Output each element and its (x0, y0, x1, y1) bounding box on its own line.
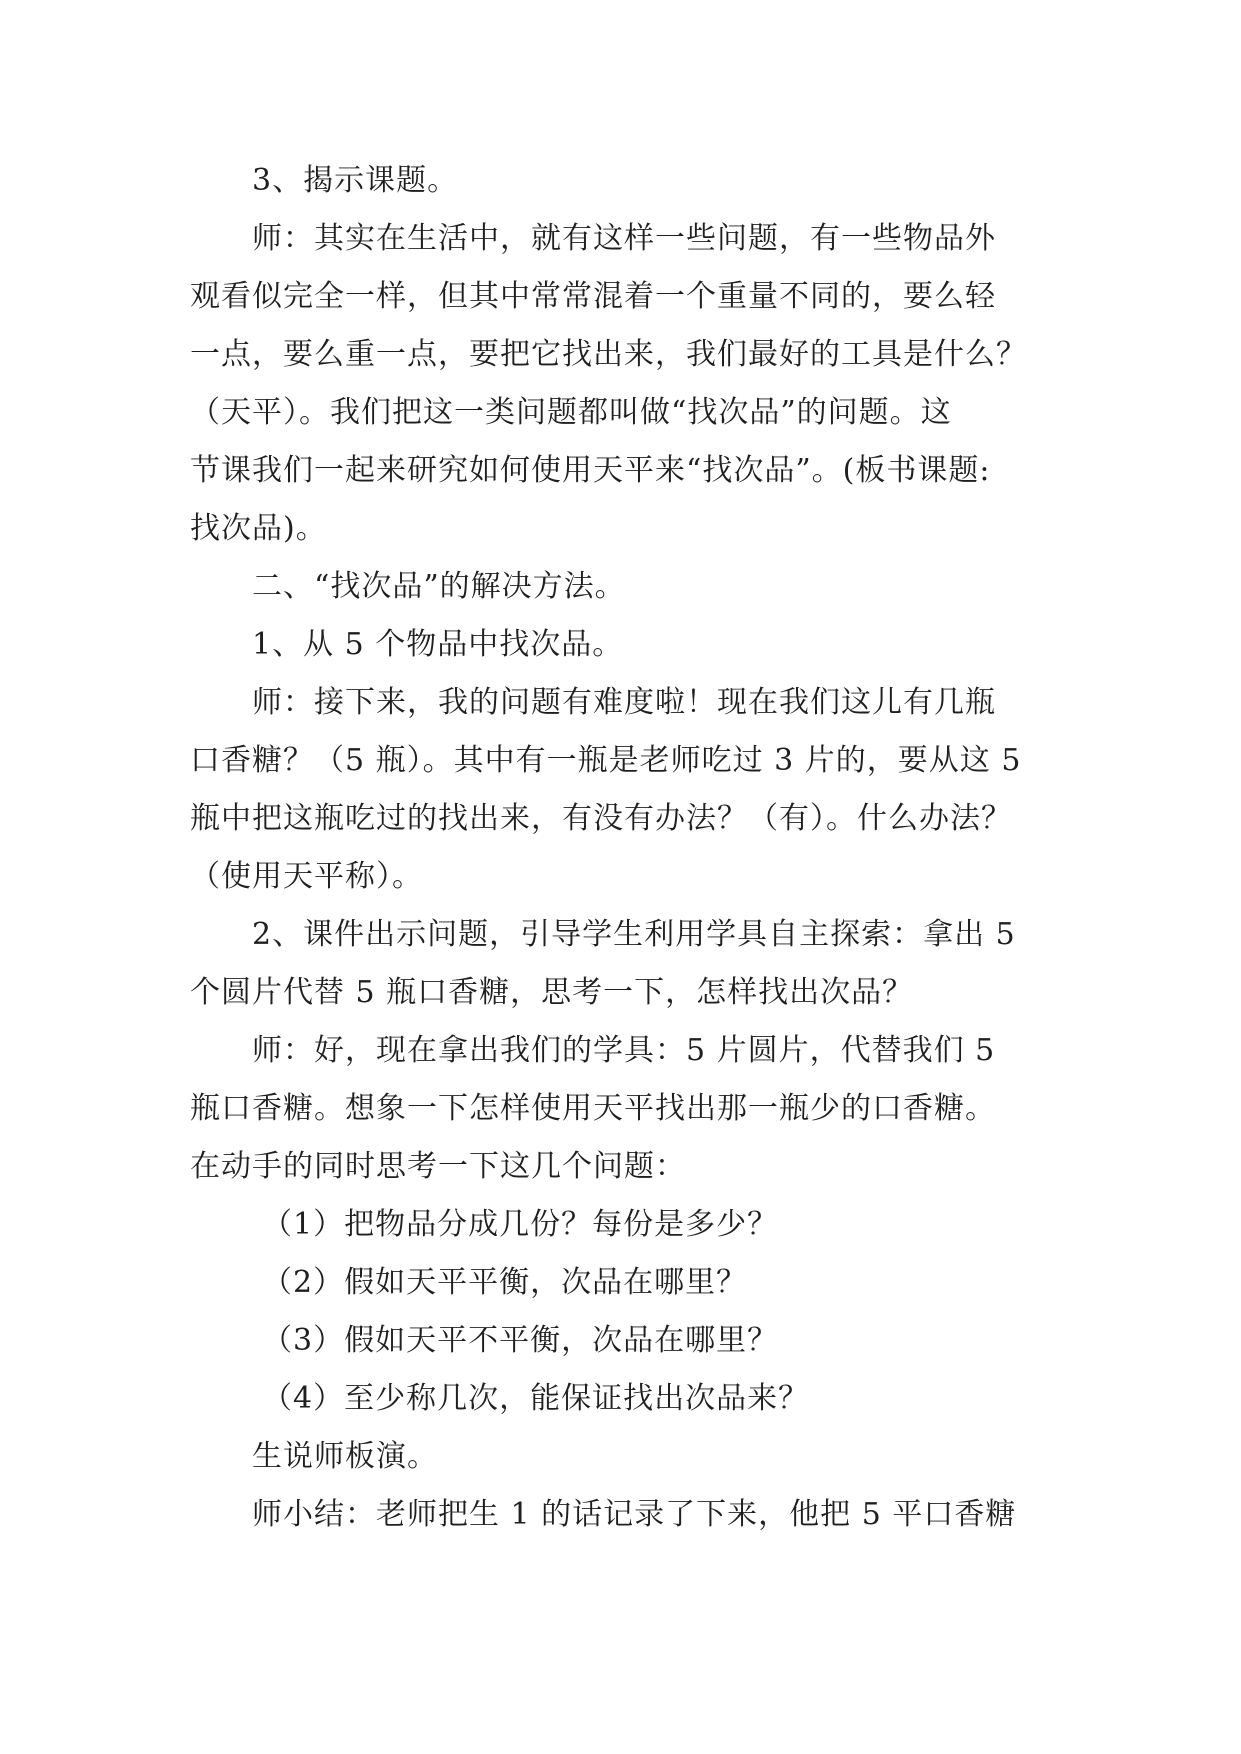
document-body (190, 152, 1050, 1544)
paragraph-line: 瓶中把这瓶吃过的找出来，有没有办法？（有）。什么办法？ (190, 801, 1012, 836)
paragraph-line: 师：其实在生活中，就有这样一些问题，有一些物品外 (252, 221, 996, 256)
paragraph-line: 2、课件出示问题，引导学生利用学具自主探索：拿出 5 (252, 917, 1016, 952)
paragraph-line: 师：接下来，我的问题有难度啦！现在我们这儿有几瓶 (252, 685, 996, 720)
subsection-heading: 1、从 5 个物品中找次品。 (252, 627, 624, 662)
paragraph-line: 师：好，现在拿出我们的学具：5 片圆片，代替我们 5 (252, 1033, 996, 1068)
paragraph-line: 节课我们一起来研究如何使用天平来“找次品”。(板书课题: (190, 453, 991, 488)
section-heading: 二、“找次品”的解决方法。 (252, 569, 626, 604)
paragraph-line: 口香糖？（5 瓶）。其中有一瓶是老师吃过 3 片的，要从这 5 (190, 743, 1022, 778)
question-item: （1）把物品分成几份？每份是多少？ (262, 1207, 779, 1242)
paragraph-line: （使用天平称）。 (190, 859, 423, 894)
paragraph-line: 找次品)。 (190, 511, 327, 546)
paragraph-line: 观看似完全一样，但其中常常混着一个重量不同的，要么轻 (190, 279, 996, 314)
paragraph-line: 在动手的同时思考一下这几个问题： (190, 1149, 686, 1184)
paragraph-line: 生说师板演。 (252, 1439, 438, 1474)
question-item: （3）假如天平不平衡，次品在哪里？ (262, 1323, 779, 1358)
paragraph-line: 瓶口香糖。想象一下怎样使用天平找出那一瓶少的口香糖。 (190, 1091, 996, 1126)
paragraph-line: 一点，要么重一点，要把它找出来，我们最好的工具是什么？ (190, 337, 1027, 372)
paragraph-line: 师小结：老师把生 1 的话记录了下来，他把 5 平口香糖 (252, 1497, 1017, 1532)
question-item: （4）至少称几次，能保证找出次品来？ (262, 1381, 810, 1416)
question-item: （2）假如天平平衡，次品在哪里？ (262, 1265, 748, 1300)
paragraph-line: 个圆片代替 5 瓶口香糖，思考一下，怎样找出次品？ (190, 975, 914, 1010)
paragraph-line: （天平）。我们把这一类问题都叫做“找次品”的问题。这 (190, 395, 952, 430)
section-heading: 3、揭示课题。 (252, 163, 459, 198)
